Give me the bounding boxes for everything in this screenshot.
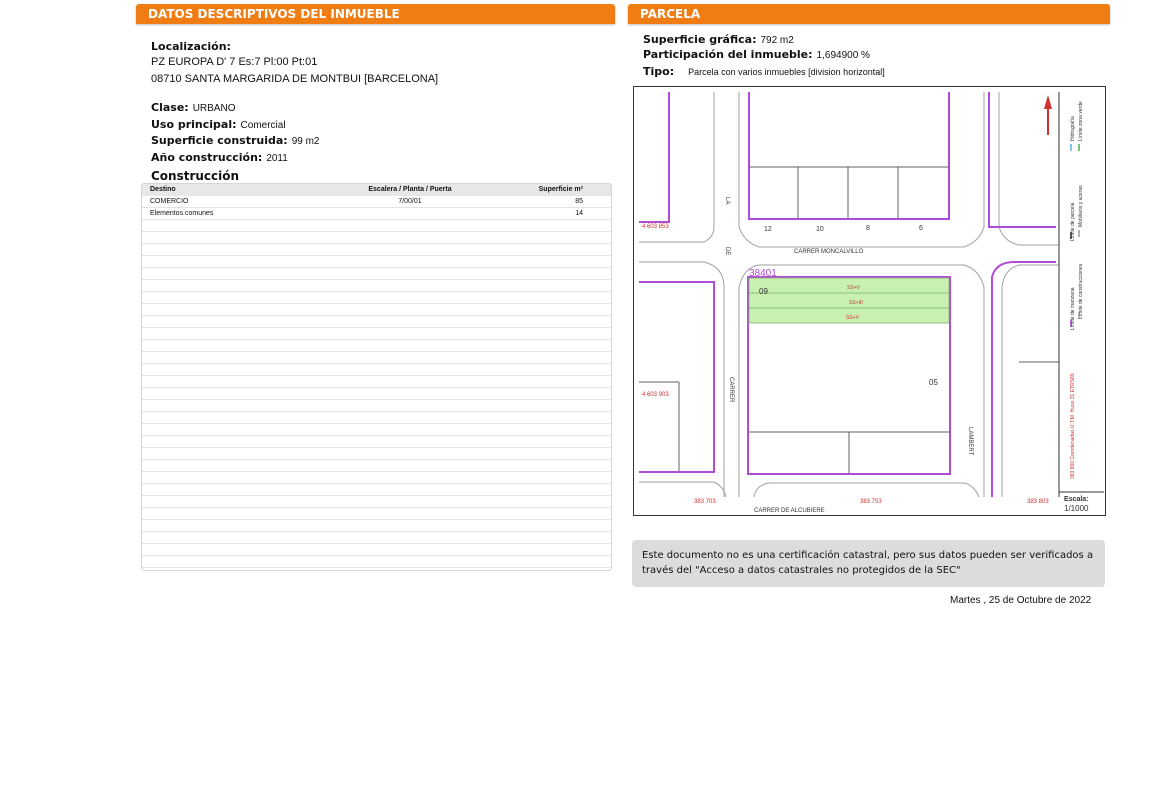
table-row-empty: [142, 496, 611, 508]
legend-label: Límite de parcela: [1070, 202, 1076, 241]
table-row-empty: [142, 388, 611, 400]
legend-label: Límite zona verde: [1078, 101, 1084, 141]
parcel-boundary: [749, 92, 949, 219]
cell-superficie: 85: [575, 198, 583, 205]
table-row: [142, 208, 611, 220]
table-row-empty: [142, 280, 611, 292]
side-la: LA: [724, 197, 730, 205]
layer-label-3: SS+V: [846, 315, 859, 321]
construccion-title: Construcción: [151, 169, 240, 183]
table-row-empty: [142, 340, 611, 352]
participacion-row: [643, 45, 870, 63]
block-label: 38401: [749, 268, 777, 279]
parcel-boundary: [639, 92, 669, 222]
anio-row: [151, 148, 288, 166]
table-row-empty: [142, 412, 611, 424]
parcel-05: 05: [929, 378, 938, 387]
sup-grafica-value: 792 m2: [760, 35, 794, 46]
address-line-1: PZ EUROPA D' 7 Es:7 Pl:00 Pt:01: [151, 56, 318, 68]
street-edge: [639, 92, 714, 242]
table-row-empty: [142, 232, 611, 244]
col-destino: Destino: [150, 186, 176, 193]
table-row-empty: [142, 424, 611, 436]
sup-grafica-label: Superficie gráfica:: [643, 33, 757, 46]
street-top: CARRER MONCALVILLO: [794, 249, 864, 255]
col-superficie: Superficie m²: [538, 186, 583, 193]
table-row-empty: [142, 484, 611, 496]
section-header-parcela: PARCELA: [628, 4, 1110, 24]
coord-y2: 4 603 903: [642, 392, 669, 398]
tipo-value: Parcela con varios inmuebles [division horizontal]: [688, 67, 885, 77]
section-header-datos: DATOS DESCRIPTIVOS DEL INMUEBLE: [136, 4, 615, 24]
side-de: DE: [724, 247, 730, 256]
table-row-empty: [142, 520, 611, 532]
table-row-empty: [142, 448, 611, 460]
num-6: 6: [919, 225, 923, 232]
num-8: 8: [866, 225, 870, 232]
coord-x1: 383 703: [694, 499, 716, 505]
table-row-empty: [142, 244, 611, 256]
street-left: CARRER: [728, 377, 734, 403]
coord-ref: 383 860 Coordenadas U.T.M. Huso 31 ETRS89: [1070, 373, 1076, 479]
table-row-empty: [142, 268, 611, 280]
empty-rows: [142, 220, 611, 571]
coord-y1: 4 603 853: [642, 224, 669, 230]
clase-label: Clase:: [151, 101, 189, 114]
clase-value: URBANO: [192, 103, 236, 114]
coord-x2: 383 753: [860, 499, 882, 505]
street-edge: [1002, 265, 1059, 497]
legend-label: Mobiliario y aceras: [1078, 185, 1084, 227]
cell-escalera: [320, 208, 500, 219]
num-12: 12: [764, 226, 772, 233]
superficie-label: Superficie construida:: [151, 134, 288, 147]
table-row-empty: [142, 316, 611, 328]
layer-label-2: SS+III: [849, 300, 863, 306]
participacion-value: 1,694900 %: [816, 50, 870, 61]
north-arrow-icon: [1044, 95, 1052, 135]
tipo-label: Tipo:: [643, 65, 675, 78]
street-edge: [999, 92, 1059, 245]
scale-label: Escala:: [1064, 496, 1089, 503]
participacion-label: Participación del inmueble:: [643, 48, 813, 61]
layer-label-1: SS+V: [847, 285, 860, 291]
parcel-boundary: [639, 282, 714, 472]
cell-destino: Elementos comunes: [150, 210, 214, 217]
parcel-09: 09: [759, 287, 768, 296]
table-row-empty: [142, 508, 611, 520]
parcel-map: [633, 86, 1106, 516]
street-edge: [754, 483, 979, 497]
date-text: Martes , 25 de Octubre de 2022: [950, 595, 1092, 606]
table-row-empty: [142, 328, 611, 340]
tipo-row: [643, 62, 885, 80]
table-row-empty: [142, 220, 611, 232]
street-edge: [739, 92, 984, 247]
col-escalera: Escalera / Planta / Puerta: [368, 186, 452, 193]
notice-box: Este documento no es una certificación catastral, pero sus datos pueden ser verificados a través del "Acceso a datos catastrales no protegidos de la SEC": [632, 540, 1105, 587]
table-row-empty: [142, 256, 611, 268]
parcel-map-svg: [634, 87, 1107, 517]
table-row-empty: [142, 364, 611, 376]
superficie-value: 99 m2: [291, 136, 320, 147]
table-row-empty: [142, 304, 611, 316]
table-row-empty: [142, 556, 611, 568]
localizacion-label: Localización:: [151, 40, 231, 53]
building-block: [749, 167, 949, 219]
scale-value: 1/1000: [1064, 504, 1089, 513]
table-row-empty: [142, 352, 611, 364]
construccion-table: [141, 183, 612, 571]
street-bottom: CARRER DE ALCUBIERE: [754, 508, 825, 514]
table-row: [142, 196, 611, 208]
legend-label: Límite de manzana: [1070, 287, 1076, 330]
address-line-2: 08710 SANTA MARGARIDA DE MONTBUI [BARCELONA]: [151, 73, 439, 85]
superficie-row: [151, 131, 319, 149]
table-row-empty: [142, 532, 611, 544]
table-row-empty: [142, 460, 611, 472]
uso-label: Uso principal:: [151, 118, 237, 131]
table-row-empty: [142, 292, 611, 304]
street-right: LAMBERT: [967, 427, 973, 456]
table-row-empty: [142, 568, 611, 571]
table-row-empty: [142, 436, 611, 448]
legend-label: Límite de construcciones: [1078, 263, 1084, 319]
num-10: 10: [816, 226, 824, 233]
clase-row: [151, 98, 235, 116]
street-edge: [639, 262, 724, 497]
table-row-empty: [142, 472, 611, 484]
table-row-empty: [142, 376, 611, 388]
table-row-empty: [142, 544, 611, 556]
street-edge: [639, 482, 726, 497]
cell-superficie: 14: [575, 210, 583, 217]
uso-value: Comercial: [240, 120, 286, 131]
coord-x3: 383 803: [1027, 499, 1049, 505]
inner-lines: [749, 432, 949, 473]
legend-label: Hidrografía: [1070, 116, 1076, 141]
anio-label: Año construcción:: [151, 151, 263, 164]
cell-escalera: 7/00/01: [398, 198, 422, 205]
cell-destino: COMERCIO: [150, 198, 189, 205]
anio-value: 2011: [266, 153, 288, 164]
table-header: [142, 184, 611, 196]
table-row-empty: [142, 400, 611, 412]
